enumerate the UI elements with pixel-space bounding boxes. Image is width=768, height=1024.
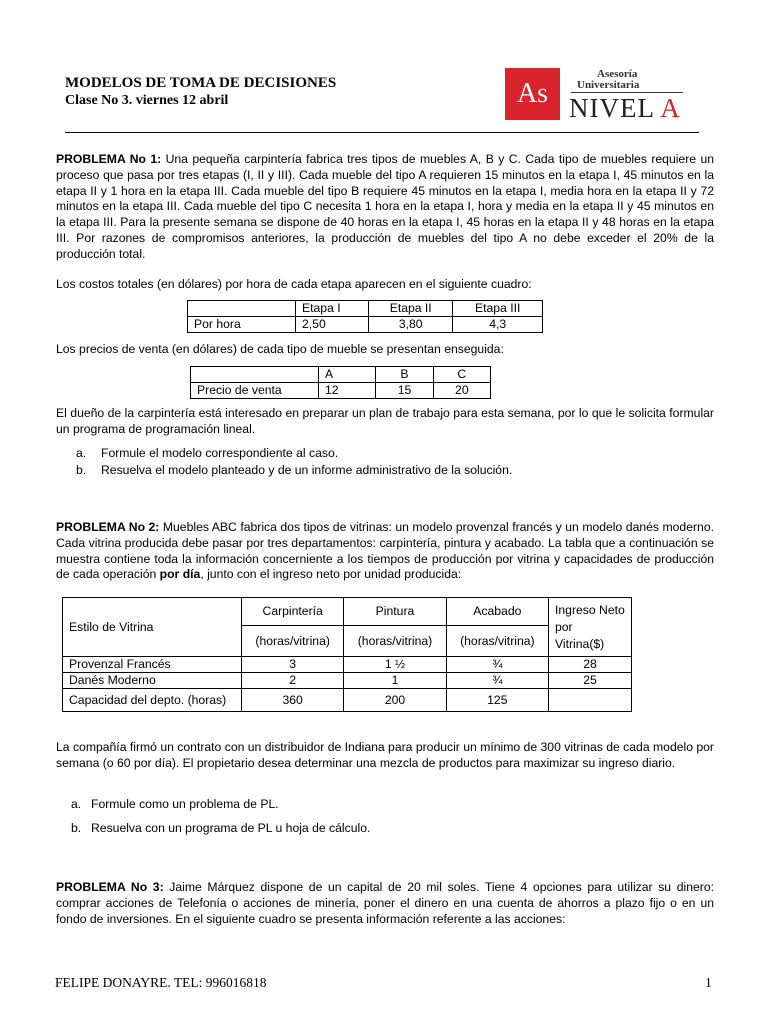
table-cell: 28 <box>549 657 632 673</box>
list-marker: b. <box>76 462 87 477</box>
table-cell: ¾ <box>446 657 548 673</box>
prices-header-cell: B <box>376 367 433 383</box>
list-item <box>56 821 714 837</box>
vitrina-header-row <box>63 598 632 626</box>
style-label-cell: Estilo de Vitrina <box>63 598 242 657</box>
problem3-text <box>56 880 714 927</box>
logo-brand <box>569 93 681 124</box>
problem2-heading: PROBLEMA No 2: <box>56 520 160 534</box>
brand-logo <box>505 68 705 124</box>
problem2-intro-bold: por día <box>159 567 201 582</box>
prices-cell: 12 <box>319 383 376 399</box>
problem3-intro: Jaime Márquez dispone de un capital de 20 mil soles. Tiene 4 opciones para utilizar su dinero: comprar acciones de Telefonía o acciones de minería, poner el dinero en una cuenta de ahorros a plazo fijo o en un fondo de inversiones. En el siguiente cuadro se presenta información referente a las acciones: <box>56 880 714 926</box>
prices-table-header <box>191 367 491 383</box>
prices-header-cell: C <box>433 367 490 383</box>
costs-header-cell <box>188 301 296 317</box>
document-title: MODELOS DE TOMA DE DECISIONES <box>65 75 337 91</box>
footer-author: FELIPE DONAYRE. TEL: 996016818 <box>55 975 267 990</box>
costs-table-row <box>188 317 543 333</box>
unit-header-cell: (horas/vitrina) <box>446 626 548 657</box>
list-text: Resuelva el modelo planteado y de un informe administrativo de la solución. <box>101 462 513 477</box>
costs-table <box>187 300 543 333</box>
costs-cell: 2,50 <box>296 317 369 333</box>
list-marker: a. <box>76 446 87 460</box>
problem1-intro: Una pequeña carpintería fabrica tres tipos de muebles A, B y C. Cada tipo de muebles requiere un proceso que pasa por tres etapas (I, II y III). Cada mueble del tipo A requieren 15 minutos en la etapa I, 45 minutos en la etapa II y 1 hora en la etapa III. Cada mueble del tipo B requiere 45 minutos en la etapa I, media hora en la etapa II y 72 minutos en la etapa III. Cada mueble del tipo C necesita 1 hora en la etapa I, hora y media en la etapa II y 45 minutos en la etapa III. Para la presente semana se dispone de 40 horas en la etapa I, 45 horas en la etapa II y 48 horas en la etapa III. Por razones de compromisos anteriores, la producción de muebles del tipo A no debe exceder el 20% de la producción total. <box>56 152 714 261</box>
logo-brand-word: NIVEL <box>569 93 654 123</box>
costs-table-header <box>188 301 543 317</box>
table-cell: 360 <box>242 689 344 712</box>
table-cell: 1 ½ <box>344 657 446 673</box>
prices-table-row <box>191 383 491 399</box>
prices-header-cell <box>191 367 319 383</box>
prices-cell: 20 <box>433 383 490 399</box>
costs-header-cell: Etapa III <box>453 301 543 317</box>
problem1-text <box>56 152 714 263</box>
logo-mark: As <box>505 68 560 120</box>
problem2-intro-a: Muebles ABC fabrica dos tipos de vitrinas: un modelo provenzal francés y un modelo danés moderno. Cada vitrina producida debe pasar por tres departamentos: carpintería, pintura y acabado. La tabla que a continuación se muestra contiene toda la información concerniente a los tiempos de producción por vitrina y capacidades de producción de cada operación <box>56 520 714 582</box>
vitrina-table <box>62 597 632 712</box>
problem1-tasks <box>56 446 714 479</box>
table-cell <box>549 689 632 712</box>
costs-cell: 3,80 <box>369 317 453 333</box>
row-label: Provenzal Francés <box>63 657 242 673</box>
table-row <box>63 689 632 712</box>
table-cell: 1 <box>344 673 446 689</box>
table-cell: 25 <box>549 673 632 689</box>
list-item <box>56 446 714 462</box>
problem2-contract: La compañía firmó un contrato con un distribuidor de Indiana para producir un mínimo de 300 vitrinas de cada modelo por semana (o 60 por día). El propietario desea determinar una mezcla de productos para maximizar su ingreso diario. <box>56 740 714 770</box>
dept-header-cell: Carpintería <box>242 598 344 626</box>
list-marker: a. <box>71 797 82 811</box>
dept-header-cell: Acabado <box>446 598 548 626</box>
row-label: Capacidad del depto. (horas) <box>63 689 242 712</box>
prices-header-cell: A <box>319 367 376 383</box>
costs-header-cell: Etapa I <box>296 301 369 317</box>
table-cell: ¾ <box>446 673 548 689</box>
page-number: 1 <box>705 975 712 990</box>
income-header-cell: Ingreso Neto por Vitrina($) <box>549 598 632 657</box>
problem1-costs-intro: Los costos totales (en dólares) por hora de cada etapa aparecen en el siguiente cuadro: <box>56 277 532 291</box>
list-item <box>56 463 714 479</box>
logo-line2: Universitaria <box>577 79 640 91</box>
prices-row-label: Precio de venta <box>191 383 319 399</box>
table-row <box>63 673 632 689</box>
problem1-heading: PROBLEMA No 1: <box>56 152 162 166</box>
prices-table <box>190 366 491 399</box>
problem2-tasks <box>56 797 714 837</box>
problem2-text <box>56 520 714 583</box>
class-subtitle: Clase No 3. viernes 12 abril <box>65 93 229 108</box>
dept-header-cell: Pintura <box>344 598 446 626</box>
problem1-request: El dueño de la carpintería está interesado en preparar un plan de trabajo para esta semana, por lo que le solicita formular un programa de programación lineal. <box>56 406 714 436</box>
problem1-prices-intro: Los precios de venta (en dólares) de cada tipo de mueble se presentan enseguida: <box>56 342 504 356</box>
list-marker: b. <box>71 820 82 835</box>
problem3-heading: PROBLEMA No 3: <box>56 880 164 894</box>
table-row <box>63 657 632 673</box>
costs-cell: 4,3 <box>453 317 543 333</box>
prices-cell: 15 <box>376 383 433 399</box>
table-cell: 125 <box>446 689 548 712</box>
logo-brand-letter: A <box>660 93 681 123</box>
row-label: Danés Moderno <box>63 673 242 689</box>
costs-header-cell: Etapa II <box>369 301 453 317</box>
list-text: Resuelva con un programa de PL u hoja de cálculo. <box>91 820 371 835</box>
list-item <box>56 797 714 813</box>
list-text: Formule como un problema de PL. <box>91 797 279 811</box>
unit-header-cell: (horas/vitrina) <box>242 626 344 657</box>
table-cell: 200 <box>344 689 446 712</box>
unit-header-cell: (horas/vitrina) <box>344 626 446 657</box>
table-cell: 2 <box>242 673 344 689</box>
list-text: Formule el modelo correspondiente al caso. <box>101 446 339 460</box>
problem2-intro-b: , junto con el ingreso neto por unidad producida: <box>200 567 462 582</box>
table-cell: 3 <box>242 657 344 673</box>
logo-line1: Asesoría <box>597 68 638 80</box>
header-rule <box>65 132 699 133</box>
costs-row-label: Por hora <box>188 317 296 333</box>
